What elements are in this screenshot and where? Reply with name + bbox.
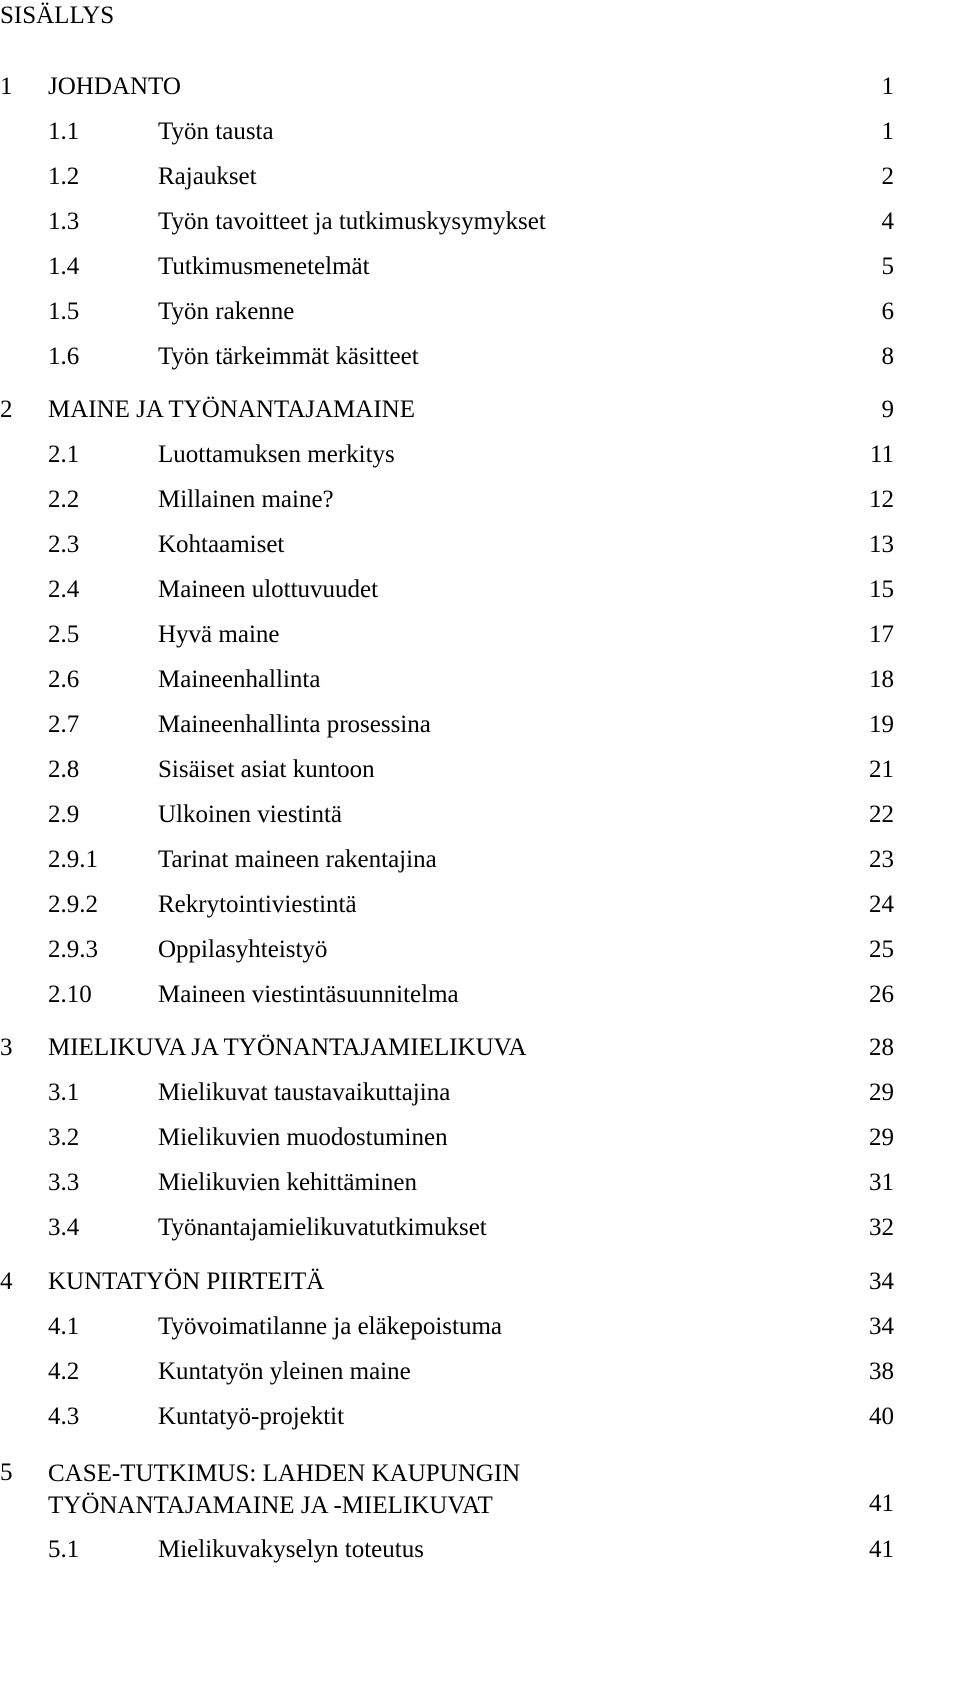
toc-entry-number: 2.3: [48, 531, 80, 558]
toc-entry-number: 2.9.2: [48, 891, 98, 918]
toc-entry-2-8[interactable]: [0, 755, 960, 785]
toc-entry-number: 4.1: [48, 1313, 80, 1340]
toc-entry-title: Kohtaamiset: [158, 531, 285, 558]
toc-entry-page: 15: [869, 576, 894, 603]
toc-entry-2-9-2[interactable]: [0, 890, 960, 920]
toc-entry-page: 11: [869, 441, 894, 468]
toc-entry-page: 22: [869, 801, 894, 828]
toc-entry-number: 2.5: [48, 621, 80, 648]
toc-entry-number: 2.9.1: [48, 846, 98, 873]
toc-entry-number: 2.1: [48, 441, 80, 468]
toc-entry-page: 28: [869, 1034, 894, 1061]
toc-entry-2-9-3[interactable]: [0, 935, 960, 965]
toc-entry-3-1[interactable]: [0, 1078, 960, 1108]
toc-entry-number: 2.8: [48, 756, 80, 783]
toc-entry-1-2[interactable]: [0, 162, 960, 192]
toc-entry-page: 19: [869, 711, 894, 738]
toc-entry-2-1[interactable]: [0, 440, 960, 470]
toc-entry-title: Maineenhallinta: [158, 666, 321, 693]
toc-entry-page: 26: [869, 981, 894, 1008]
toc-entry-title-line: CASE-TUTKIMUS: LAHDEN KAUPUNGIN: [48, 1460, 521, 1487]
toc-entry-number: 4.2: [48, 1358, 80, 1385]
toc-entry-2-9[interactable]: [0, 800, 960, 830]
toc-entry-number: 1.2: [48, 163, 80, 190]
toc-entry-title: [48, 1458, 520, 1522]
toc-entry-title: Mielikuvat taustavaikuttajina: [158, 1079, 451, 1106]
toc-entry-number: 3: [0, 1034, 13, 1061]
toc-entry-5-1[interactable]: [0, 1535, 960, 1565]
toc-entry-page: 38: [869, 1358, 894, 1385]
toc-entry-title: Työvoimatilanne ja eläkepoistuma: [158, 1313, 502, 1340]
toc-entry-page: 9: [881, 396, 894, 423]
toc-entry-page: 41: [869, 1536, 894, 1563]
toc-entry-title: Maineen viestintäsuunnitelma: [158, 981, 459, 1008]
toc-entry-number: 1.6: [48, 343, 80, 370]
toc-entry-number: 5.1: [48, 1536, 80, 1563]
toc-entry-2-7[interactable]: [0, 710, 960, 740]
toc-entry-number: 2: [0, 396, 13, 423]
toc-entry-1-5[interactable]: [0, 297, 960, 327]
toc-entry-title: Tutkimusmenetelmät: [158, 253, 370, 280]
toc-entry-2-4[interactable]: [0, 575, 960, 605]
toc-entry-page: 29: [869, 1124, 894, 1151]
toc-entry-number: 1.3: [48, 208, 80, 235]
toc-entry-page: 12: [869, 486, 894, 513]
toc-entry-title: Oppilasyhteistyö: [158, 936, 328, 963]
toc-entry-2-9-1[interactable]: [0, 845, 960, 875]
toc-entry-title: MAINE JA TYÖNANTAJAMAINE: [48, 396, 415, 423]
toc-entry-number: 2.6: [48, 666, 80, 693]
toc-entry-number: 2.10: [48, 981, 92, 1008]
toc-entry-1[interactable]: [0, 72, 960, 102]
toc-entry-title-line: TYÖNANTAJAMAINE JA -MIELIKUVAT: [48, 1492, 493, 1519]
toc-entry-page: 5: [881, 253, 894, 280]
toc-entry-number: 3.4: [48, 1214, 80, 1241]
toc-entry-number: 1.5: [48, 298, 80, 325]
toc-entry-2-10[interactable]: [0, 980, 960, 1010]
toc-entry-number: 5: [0, 1459, 13, 1486]
toc-entry-title: Millainen maine?: [158, 486, 334, 513]
toc-heading: SISÄLLYS: [0, 2, 115, 29]
toc-entry-2-3[interactable]: [0, 530, 960, 560]
toc-entry-4[interactable]: [0, 1267, 960, 1297]
toc-entry-4-2[interactable]: [0, 1357, 960, 1387]
toc-entry-number: 1.4: [48, 253, 80, 280]
toc-entry-title: MIELIKUVA JA TYÖNANTAJAMIELIKUVA: [48, 1034, 527, 1061]
toc-entry-page: 29: [869, 1079, 894, 1106]
toc-entry-number: 4.3: [48, 1403, 80, 1430]
toc-entry-page: 17: [869, 621, 894, 648]
toc-entry-page: 24: [869, 891, 894, 918]
toc-entry-title: Mielikuvien kehittäminen: [158, 1169, 417, 1196]
toc-entry-number: 1.1: [48, 118, 80, 145]
toc-entry-page: 34: [869, 1313, 894, 1340]
toc-entry-page: 41: [869, 1490, 894, 1517]
toc-entry-1-4[interactable]: [0, 252, 960, 282]
toc-entry-number: 4: [0, 1268, 13, 1295]
toc-entry-title: Työn tärkeimmät käsitteet: [158, 343, 419, 370]
toc-entry-title: Mielikuvakyselyn toteutus: [158, 1536, 424, 1563]
toc-entry-number: 2.2: [48, 486, 80, 513]
toc-entry-4-1[interactable]: [0, 1312, 960, 1342]
toc-entry-title: Sisäiset asiat kuntoon: [158, 756, 375, 783]
toc-entry-page: 34: [869, 1268, 894, 1295]
toc-entry-2-2[interactable]: [0, 485, 960, 515]
toc-entry-2[interactable]: [0, 395, 960, 425]
toc-entry-title: Työnantajamielikuvatutkimukset: [158, 1214, 487, 1241]
toc-entry-title: Työn tavoitteet ja tutkimuskysymykset: [158, 208, 546, 235]
toc-entry-page: 2: [881, 163, 894, 190]
toc-entry-4-3[interactable]: [0, 1402, 960, 1432]
toc-entry-title: KUNTATYÖN PIIRTEITÄ: [48, 1268, 325, 1295]
toc-entry-page: 6: [881, 298, 894, 325]
toc-entry-number: 1: [0, 73, 13, 100]
toc-entry-3-2[interactable]: [0, 1123, 960, 1153]
toc-entry-title: Kuntatyön yleinen maine: [158, 1358, 411, 1385]
toc-entry-page: 21: [869, 756, 894, 783]
toc-entry-title: Työn tausta: [158, 118, 274, 145]
toc-entry-title: Ulkoinen viestintä: [158, 801, 342, 828]
toc-entry-2-6[interactable]: [0, 665, 960, 695]
toc-entry-title: JOHDANTO: [48, 73, 181, 100]
toc-entry-page: 1: [881, 118, 894, 145]
toc-entry-number: 3.1: [48, 1079, 80, 1106]
toc-entry-title: Mielikuvien muodostuminen: [158, 1124, 448, 1151]
toc-entry-page: 40: [869, 1403, 894, 1430]
toc-entry-title: Maineenhallinta prosessina: [158, 711, 431, 738]
toc-entry-2-5[interactable]: [0, 620, 960, 650]
toc-entry-title: Maineen ulottuvuudet: [158, 576, 379, 603]
toc-entry-3-3[interactable]: [0, 1168, 960, 1198]
toc-entry-number: 2.9.3: [48, 936, 98, 963]
toc-entry-title: Luottamuksen merkitys: [158, 441, 395, 468]
toc-entry-3-4[interactable]: [0, 1213, 960, 1243]
toc-entry-number: 2.4: [48, 576, 80, 603]
toc-entry-title: Rekrytointiviestintä: [158, 891, 357, 918]
toc-entry-number: 2.7: [48, 711, 80, 738]
toc-entry-1-6[interactable]: [0, 342, 960, 372]
toc-entry-number: 3.3: [48, 1169, 80, 1196]
toc-entry-page: 31: [869, 1169, 894, 1196]
toc-entry-title: Työn rakenne: [158, 298, 295, 325]
toc-entry-page: 23: [869, 846, 894, 873]
toc-entry-1-1[interactable]: [0, 117, 960, 147]
toc-entry-page: 8: [881, 343, 894, 370]
toc-entry-number: 2.9: [48, 801, 80, 828]
toc-entry-title: Tarinat maineen rakentajina: [158, 846, 437, 873]
toc-entry-number: 3.2: [48, 1124, 80, 1151]
toc-entry-page: 4: [881, 208, 894, 235]
toc-entry-page: 1: [881, 73, 894, 100]
toc-entry-page: 18: [869, 666, 894, 693]
toc-entry-3[interactable]: [0, 1033, 960, 1063]
toc-entry-title: Hyvä maine: [158, 621, 280, 648]
toc-entry-page: 13: [869, 531, 894, 558]
toc-entry-page: 25: [869, 936, 894, 963]
toc-entry-title: Rajaukset: [158, 163, 257, 190]
toc-entry-page: 32: [869, 1214, 894, 1241]
toc-entry-title: Kuntatyö-projektit: [158, 1403, 345, 1430]
toc-entry-1-3[interactable]: [0, 207, 960, 237]
toc-entry-5[interactable]: [0, 1458, 960, 1520]
